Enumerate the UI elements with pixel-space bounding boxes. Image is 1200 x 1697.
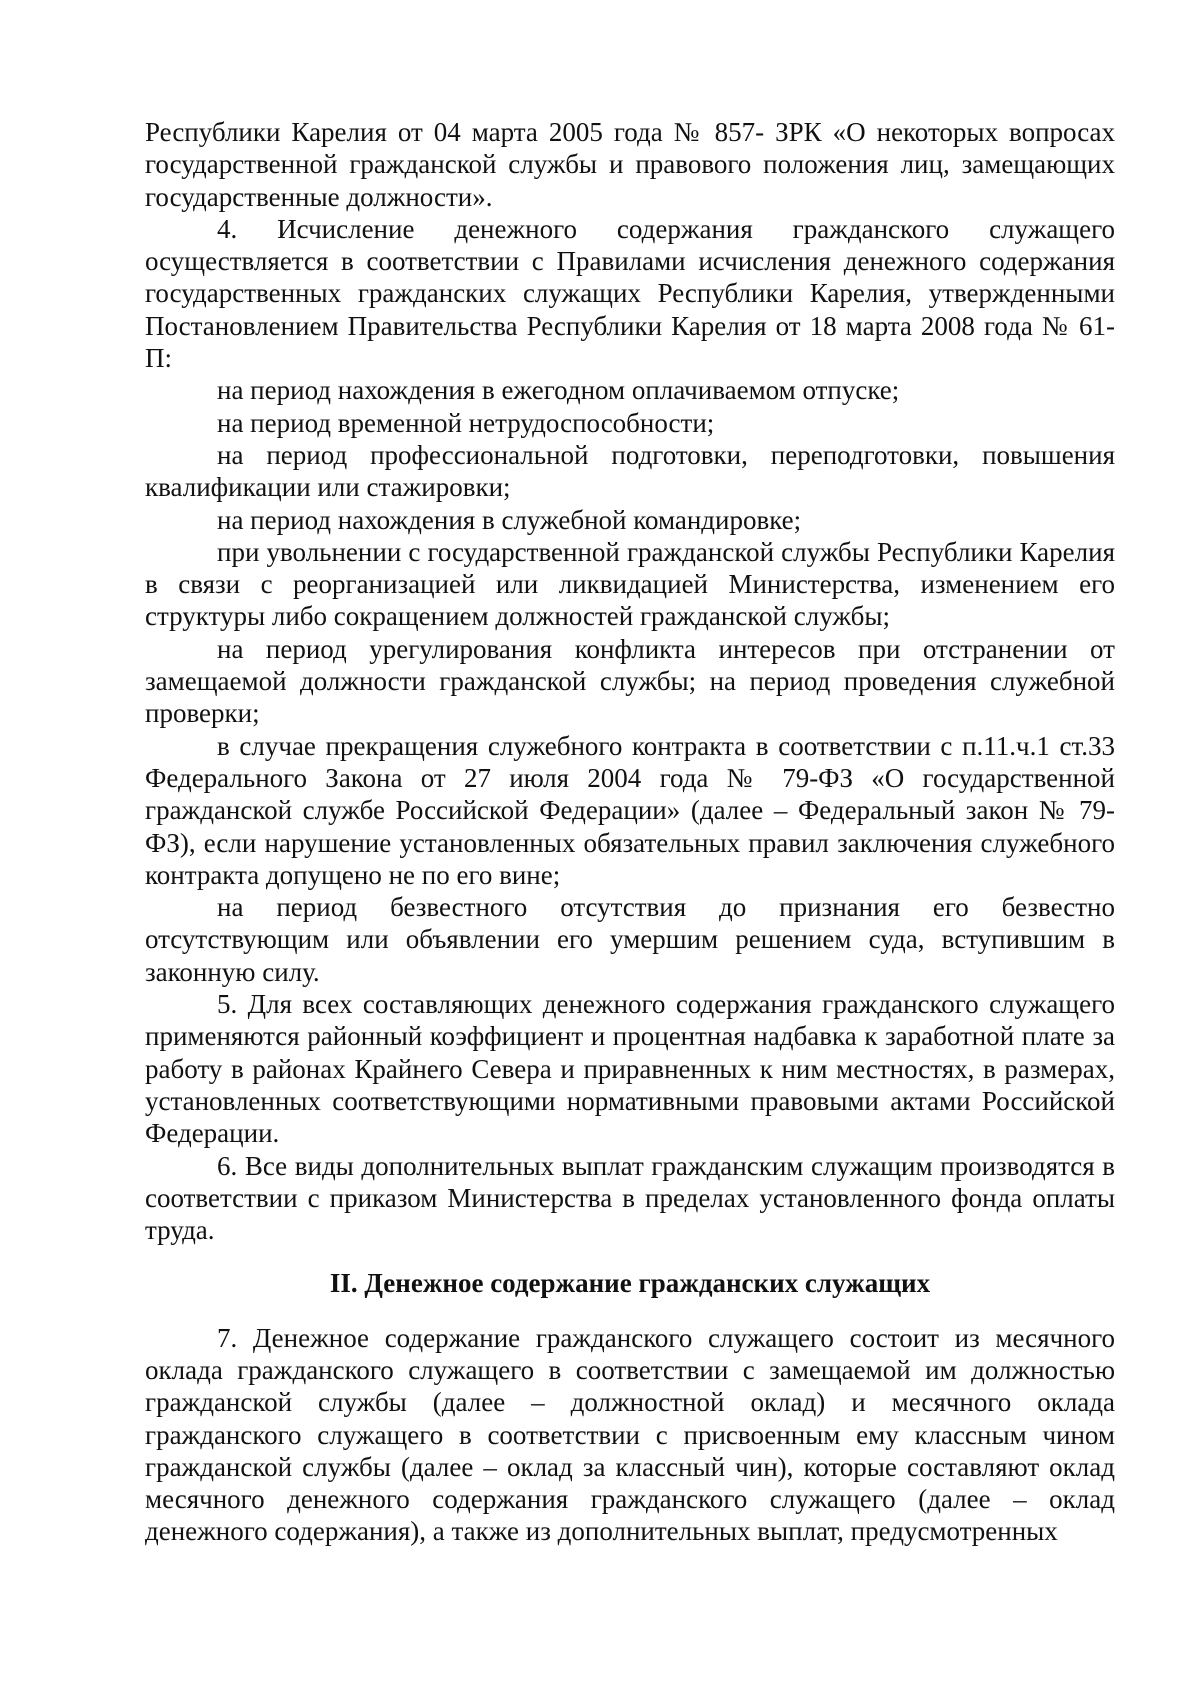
paragraph-item-4: 4. Исчисление денежного содержания гражданского служащего осуществляется в соответствии с Правилами исчисления денежного содержания государственных гражданских служащих Республики Карелия, утвержденными Постановлением Правительства Республики Карелия от 18 марта 2008 года № 61-П:: [145, 213, 1115, 374]
section-heading: II. Денежное содержание гражданских служащих: [329, 1268, 931, 1299]
list-item-temporary-disability: на период временной нетрудоспособности;: [217, 407, 715, 438]
document-body: [145, 116, 1115, 1548]
list-item-business-trip: на период нахождения в служебной командировке;: [217, 504, 802, 535]
paragraph-item-6: 6. Все виды дополнительных выплат гражданским служащим производятся в соответствии с приказом Министерства в пределах установленного фонда оплаты труда.: [145, 1150, 1115, 1246]
list-item-unknown-absence: на период безвестного отсутствия до признания его безвестно отсутствующим или объявлении его умершим решением суда, вступившим в законную силу.: [145, 892, 1115, 987]
paragraph-item-5: 5. Для всех составляющих денежного содержания гражданского служащего применяются районный коэффициент и процентная надбавка к заработной плате за работу в районах Крайнего Севера и приравненных к ним местностях, в размерах, установленных соответствующими нормативными правовыми актами Российской Федерации.: [145, 989, 1115, 1149]
list-item-annual-leave: на период нахождения в ежегодном оплачиваемом отпуске;: [217, 375, 900, 406]
paragraph-item-7: 7. Денежное содержание гражданского служащего состоит из месячного оклада гражданского служащего в соответствии с замещаемой им должностью гражданской службы (далее – должностной оклад) и месячного оклада гражданского служащего в соответствии с присвоенным ему классным чином гражданской службы (далее – оклад за классный чин), которые составляют оклад месячного денежного содержания гражданского служащего (далее – оклад денежного содержания), а также из дополнительных выплат, предусмотренных: [145, 1322, 1115, 1547]
list-item-dismissal-reorganization: при увольнении с государственной гражданской службы Республики Карелия в связи с реорганизацией или ликвидацией Министерства, изменением его структуры либо сокращением должностей гражданской службы;: [145, 536, 1115, 632]
list-item-professional-training: на период профессиональной подготовки, переподготовки, повышения квалификации или стажировки;: [145, 439, 1115, 503]
list-item-contract-termination: в случае прекращения служебного контракта в соответствии с п.11.ч.1 ст.33 Федерального Закона от 27 июля 2004 года № 79-ФЗ «О государственной гражданской службе Российской Федерации» (далее – Федеральный закон № 79-ФЗ), если нарушение установленных обязательных правил заключения служебного контракта допущено не по его вине;: [145, 730, 1115, 890]
paragraph-continuation: Республики Карелия от 04 марта 2005 года № 857- ЗРК «О некоторых вопросах государственной гражданской службы и правового положения лиц, замещающих государственные должности».: [145, 117, 1115, 212]
list-item-conflict-of-interest: на период урегулирования конфликта интересов при отстранении от замещаемой должности гражданской службы; на период проведения служебной проверки;: [145, 633, 1115, 729]
